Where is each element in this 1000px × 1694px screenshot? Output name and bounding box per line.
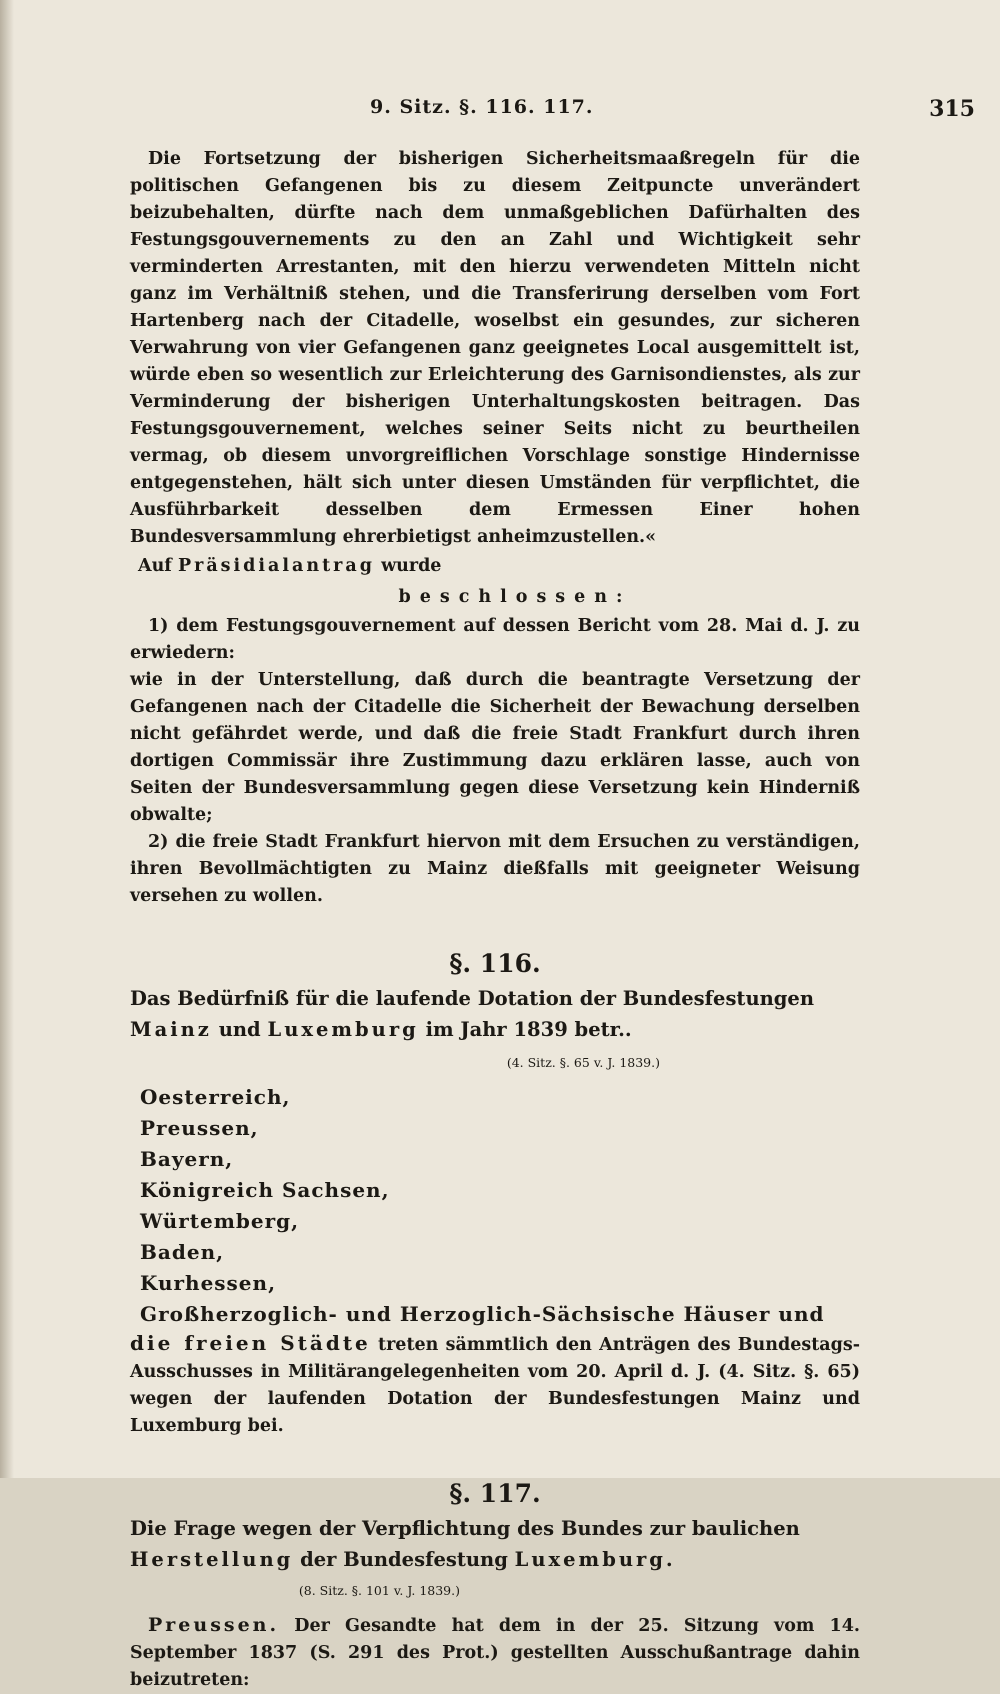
antrag-suffix: wurde (381, 556, 442, 576)
page-number: 315 (929, 96, 975, 122)
resolution-item-2: 2) die freie Stadt Frankfurt hiervon mit dem Ersuchen zu verständigen, ihren Bevollmächtigten zu Mainz dießfalls mit geeigneter Weisung versehen zu wollen. (130, 832, 860, 906)
section-117-reference: (8. Sitz. §. 101 v. J. 1839.) (298, 1583, 460, 1598)
section-116-reference: (4. Sitz. §. 65 v. J. 1839.) (506, 1055, 660, 1070)
section-117-number: §. 117. (449, 1479, 541, 1508)
section-116-number: §. 116. (449, 949, 541, 978)
state-item: Oesterreich, (140, 1085, 291, 1109)
running-head (130, 70, 975, 122)
state-item: Würtemberg, (140, 1209, 300, 1233)
state-item: Bayern, (140, 1147, 234, 1171)
section-116-title-und: und (218, 1018, 261, 1041)
resolution-item-1-lead: 1) dem Festungsgouvernement auf dessen Bericht vom 28. Mai d. J. zu erwiedern: (130, 616, 860, 663)
state-item: Kurhessen, (140, 1271, 277, 1295)
running-head-title: 9. Sitz. §. 116. 117. (370, 96, 594, 118)
section-116-body: treten sämmtlich den Anträgen des Bundestags-Ausschusses in Militärangelegenheiten vom 20. April d. J. (4. Sitz. §. 65) wegen der laufenden Dotation der Bundesfestungen Mainz und Luxemburg bei. (130, 1335, 860, 1436)
section-117-title-a: Die Frage wegen der Verpflichtung des Bundes zur baulichen (130, 1517, 800, 1540)
antrag-line (130, 553, 860, 580)
section-117-title-c: der Bundesfestung (300, 1548, 508, 1571)
resolution-item-1-body: wie in der Unterstellung, daß durch die beantragte Versetzung der Gefangenen nach der Citadelle die Sicherheit der Bewachung derselben nicht gefährdet werde, und daß die freie Stadt Frankfurt durch ihren dortigen Commissär ihre Zustimmung dazu erklären lasse, auch von Seiten der Bundesversammlung gegen diese Versetzung kein Hinderniß obwalte; (130, 670, 860, 825)
section-117-title-herstellung: Herstellung (130, 1548, 294, 1571)
section-116-text (130, 1330, 860, 1440)
section-117-body: Der Gesandte hat dem in der 25. Sitzung vom 14. September 1837 (S. 291 des Prot.) gestellten Ausschußantrage dahin beizutreten: (130, 1616, 861, 1690)
section-116-title-luxemburg: Luxemburg (267, 1018, 419, 1041)
beschlossen-heading: beschlossen: (398, 587, 632, 607)
section-116-title-a: Das Bedürfniß für die laufende Dotation der Bundesfestungen (130, 987, 815, 1010)
states-list (130, 1082, 860, 1330)
antrag-word: Präsidialantrag (177, 556, 375, 576)
protocol-paragraph: Die Fortsetzung der bisherigen Sicherheitsmaaßregeln für die politischen Gefangenen bis zu diesem Zeitpuncte unverändert beizubehalten, dürfte nach dem unmaßgeblichen Dafürhalten des Festungsgouvernements zu den an Zahl und Wichtigkeit sehr verminderten Arrestanten, mit den hierzu verwendeten Mitteln nicht ganz im Verhältniß stehen, und die Transferirung derselben vom Fort Hartenberg nach der Citadelle, woselbst ein gesundes, zur sicheren Verwahrung von vier Gefangenen ganz geeignetes Local ausgemittelt ist, würde eben so wesentlich zur Erleichterung des Garnisondienstes, als zur Verminderung der bisherigen Unterhaltungskosten beitragen. Das Festungsgouvernement, welches seiner Seits nicht zu beurtheilen vermag, ob diesem unvorgreiflichen Vorschlage sonstige Hindernisse entgegenstehen, hält sich unter diesen Umständen für verpflichtet, die Ausführbarkeit desselben dem Ermessen Einer hohen Bundesversammlung ehrerbietigst anheimzustellen.« (130, 149, 860, 547)
section-117-text (130, 1612, 860, 1694)
section-117-title (130, 1513, 860, 1575)
free-cities: die freien Städte (130, 1331, 371, 1355)
state-houses: Großherzoglich- und Herzoglich-Sächsische Häuser und (140, 1302, 825, 1326)
state-item: Königreich Sachsen, (140, 1178, 390, 1202)
section-116-title-e: im Jahr 1839 betr.. (425, 1018, 632, 1041)
page-body (130, 146, 860, 1694)
state-item: Baden, (140, 1240, 225, 1264)
section-116-title-mainz: Mainz (130, 1018, 212, 1041)
section-117-title-luxemburg: Luxemburg. (514, 1548, 676, 1571)
state-item: Preussen, (140, 1116, 259, 1140)
section-116-title (130, 983, 860, 1045)
antrag-prefix: Auf (138, 556, 172, 576)
preussen-lead: Preussen. (148, 1614, 280, 1636)
